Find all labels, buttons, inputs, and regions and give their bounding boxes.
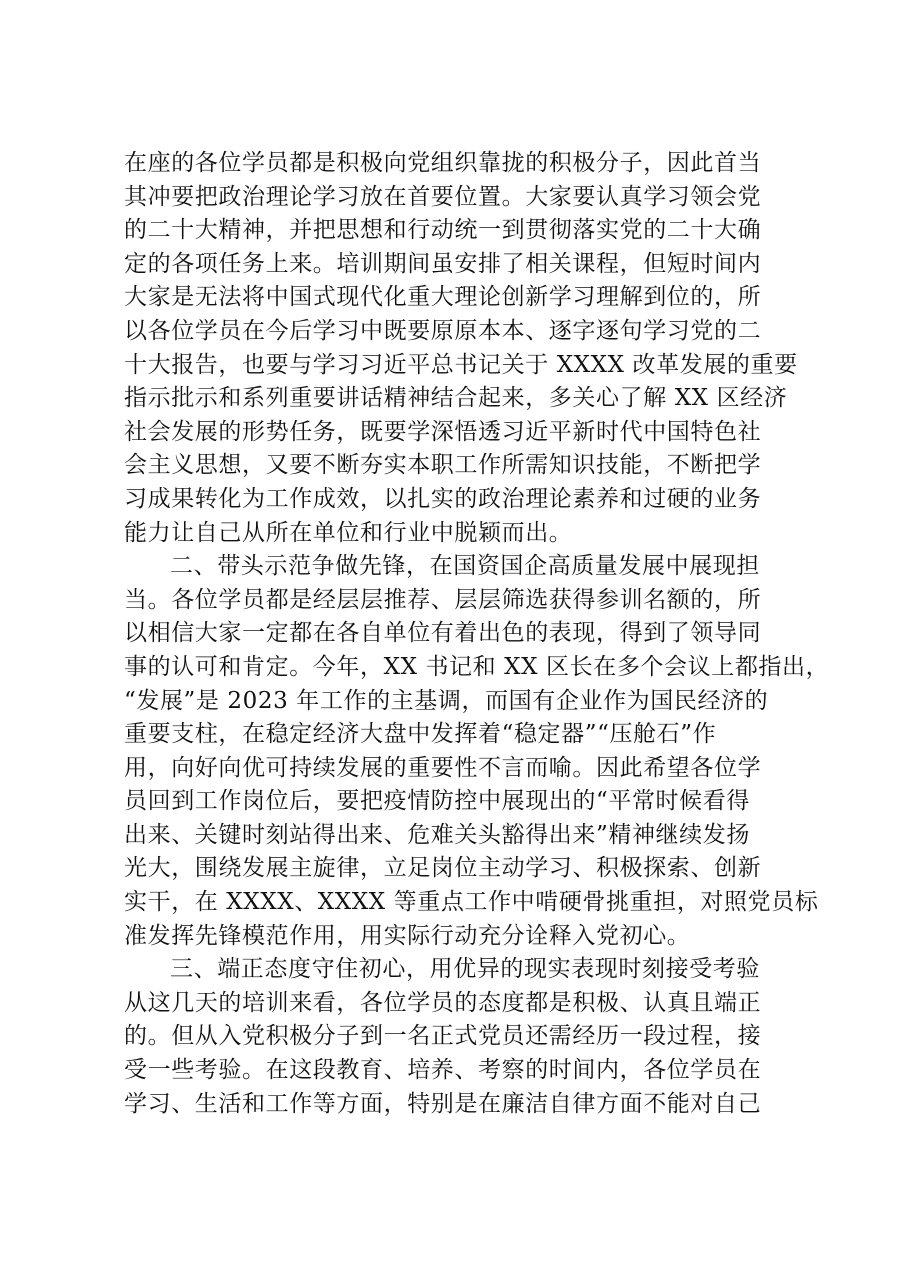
section-heading-2: 二、带头示范争做先锋，在国资国企高质量发展中展现担: [170, 553, 760, 580]
text-line-23: 实干，在 XXXX、XXXX 等重点工作中啃硬骨挑重担，对照党员标: [124, 889, 819, 916]
text-line-22: 光大，围绕发展主旋律，立足岗位主动学习、积极探索、创新: [124, 855, 762, 882]
text-line-17: “发展”是 2023 年工作的主基调，而国有企业作为国民经济的: [124, 687, 769, 714]
text-line-14: 当。各位学员都是经层层推荐、层层筛选获得参训名额的，所: [124, 586, 762, 613]
text-line-26: 从这几天的培训来看，各位学员的态度都是积极、认真且端正: [124, 989, 762, 1016]
text-line-24: 准发挥先锋模范作用，用实际行动充分诠释入党初心。: [124, 922, 691, 949]
text-line-4: 定的各项任务上来。培训期间虽安排了相关课程，但短时间内: [124, 250, 762, 277]
text-line-12: 能力让自己从所在单位和行业中脱颖而出。: [124, 519, 573, 546]
text-line-11: 习成果转化为工作成效，以扎实的政治理论素养和过硬的业务: [124, 485, 762, 512]
text-line-15: 以相信大家一定都在各自单位有着出色的表现，得到了领导同: [124, 620, 762, 647]
text-line-29: 学习、生活和工作等方面，特别是在廉洁自律方面不能对自己: [124, 1090, 762, 1117]
text-line-20: 员回到工作岗位后，要把疫情防控中展现出的“平常时候看得: [124, 788, 750, 815]
text-line-16: 事的认可和肯定。今年，XX 书记和 XX 区长在多个会议上都指出，: [124, 653, 830, 680]
text-line-9: 社会发展的形势任务，既要学深悟透习近平新时代中国特色社: [124, 418, 762, 445]
section-heading-3: 三、端正态度守住初心，用优异的现实表现时刻接受考验: [170, 956, 760, 983]
text-line-6: 以各位学员在今后学习中既要原原本本、逐字逐句学习党的二: [124, 317, 762, 344]
text-line-28: 受一些考验。在这段教育、培养、考察的时间内，各位学员在: [124, 1057, 762, 1084]
document-body: [124, 147, 830, 1121]
text-line-3: 的二十大精神，并把思想和行动统一到贯彻落实党的二十大确: [124, 217, 762, 244]
text-line-10: 会主义思想，又要不断夯实本职工作所需知识技能，不断把学: [124, 452, 762, 479]
text-line-5: 大家是无法将中国式现代化重大理论创新学习理解到位的，所: [124, 284, 762, 311]
text-line-2: 其冲要把政治理论学习放在首要位置。大家要认真学习领会党: [124, 183, 762, 210]
text-line-21: 出来、关键时刻站得出来、危难关头豁得出来”精神继续发扬: [124, 821, 750, 848]
text-line-19: 用，向好向优可持续发展的重要性不言而喻。因此希望各位学: [124, 754, 762, 781]
text-line-8: 指示批示和系列重要讲话精神结合起来，多关心了解 XX 区经济: [124, 385, 788, 412]
text-line-7: 十大报告，也要与学习习近平总书记关于 XXXX 改革发展的重要: [124, 351, 798, 378]
text-line-1: 在座的各位学员都是积极向党组织靠拢的积极分子，因此首当: [124, 150, 762, 176]
text-line-27: 的。但从入党积极分子到一名正式党员还需经历一段过程，接: [124, 1023, 762, 1050]
text-line-18: 重要支柱，在稳定经济大盘中发挥着“稳定器”“压舱石”作: [124, 721, 717, 748]
